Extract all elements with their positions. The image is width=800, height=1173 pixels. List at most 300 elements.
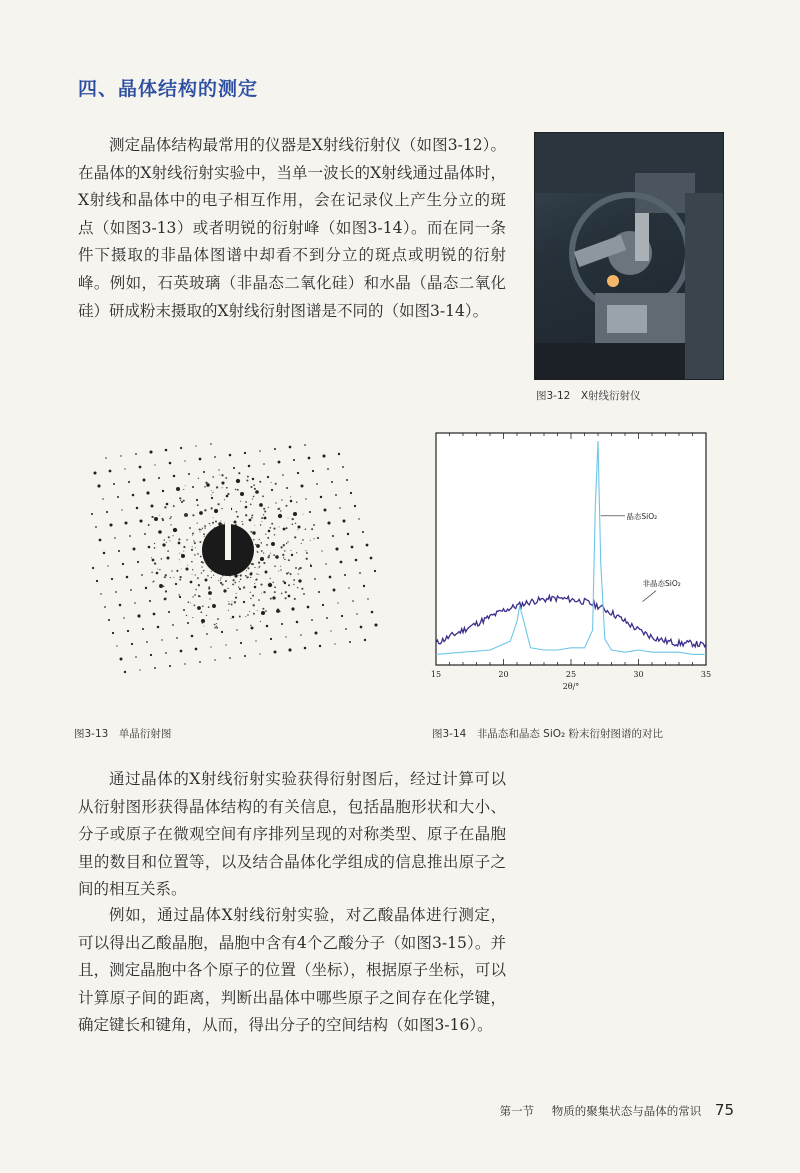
diffraction-spot [249, 611, 250, 612]
diffraction-spot [296, 501, 298, 503]
diffraction-spot [355, 559, 358, 562]
diffraction-spot [257, 568, 258, 569]
diffraction-spot [169, 540, 170, 541]
diffraction-spot [314, 578, 316, 580]
diffraction-spot [157, 626, 160, 629]
diffraction-spot [188, 473, 190, 475]
diffraction-spot [95, 526, 97, 528]
diffraction-spot [159, 515, 160, 516]
diffraction-spot [263, 463, 265, 465]
diffraction-spot [115, 591, 117, 593]
diffraction-spot [158, 530, 162, 534]
diffraction-spot [264, 510, 266, 512]
xray-diffractometer-photo [534, 132, 724, 380]
diffraction-spot [206, 633, 208, 635]
diffraction-spot [243, 601, 245, 603]
diffraction-spot [210, 646, 211, 647]
diffraction-spot [109, 523, 112, 526]
diffraction-spot [209, 598, 210, 599]
diffraction-spot [286, 543, 287, 544]
diffraction-spot [191, 561, 193, 563]
diffraction-spot [169, 462, 172, 465]
diffraction-spot [280, 569, 281, 570]
diffraction-spot [371, 611, 374, 614]
diffraction-spot [135, 656, 137, 658]
footer-section: 第一节 [499, 1104, 535, 1118]
diffraction-spot [230, 618, 231, 619]
diffraction-spot [194, 554, 196, 556]
diffraction-spot [280, 611, 281, 612]
diffraction-spot [208, 591, 212, 595]
paragraph-3: 例如，通过晶体X射线衍射实验，对乙酸晶体进行测定，可以得出乙酸晶胞，晶胞中含有4个乙酸分子（如图3-15）。并且，测定晶胞中各个原子的位置（坐标），根据原子坐标，可以计算原子间的距离，判断出晶体中哪些原子之间存在化学键，确定键长和键角，从而，得出分子的空间结构（如图3-16）。 [78, 906, 506, 1035]
diffraction-spot [187, 622, 189, 624]
page-number: 75 [714, 1101, 734, 1119]
diffraction-spot [161, 639, 162, 640]
diffraction-spot [159, 569, 160, 570]
diffraction-spot [211, 571, 212, 572]
diffraction-spot [317, 537, 319, 539]
diffraction-spot [326, 617, 328, 619]
diffraction-spot [117, 496, 119, 498]
diffraction-spot [208, 606, 210, 608]
diffraction-spot [158, 477, 160, 479]
diffraction-spot [312, 470, 314, 472]
diffraction-spot [131, 643, 133, 645]
diffraction-spot [204, 525, 206, 527]
diffraction-spot [183, 489, 184, 490]
diffraction-spot [108, 619, 110, 621]
diffraction-spot [248, 465, 251, 468]
diffraction-spot [122, 563, 124, 565]
diffraction-spot [265, 571, 268, 574]
diffraction-spot [203, 626, 204, 627]
diffraction-spot [286, 487, 288, 489]
diffraction-spot [263, 562, 265, 564]
diffraction-spot [212, 492, 213, 493]
diffraction-spot [132, 494, 135, 497]
diffraction-spot [148, 546, 151, 549]
diffraction-spot [362, 531, 364, 533]
diffraction-spot [260, 584, 262, 586]
diffraction-spot [120, 455, 121, 456]
diffraction-spot [100, 593, 101, 594]
diffraction-spot [162, 490, 164, 492]
diffraction-spot [247, 567, 249, 569]
diffraction-spot [282, 474, 284, 476]
diffraction-spot [176, 487, 180, 491]
diffraction-spot [179, 559, 180, 560]
diffraction-spot [192, 514, 194, 516]
diffraction-spot [310, 540, 311, 541]
diffraction-spot [236, 593, 237, 594]
diffraction-spot [167, 557, 170, 560]
diffraction-spot [169, 518, 171, 520]
diffraction-spot [349, 641, 351, 643]
diffraction-spot [289, 446, 292, 449]
diffraction-spot [106, 511, 108, 513]
diffraction-spot [173, 577, 174, 578]
diffraction-spot [306, 558, 308, 560]
diffraction-spot [288, 559, 290, 561]
x-tick-label: 20 [498, 670, 509, 679]
diffraction-spot [278, 514, 282, 518]
diffraction-spot [139, 519, 142, 522]
diffraction-spot [236, 629, 237, 630]
diffraction-spot [311, 528, 313, 530]
diffraction-spot [221, 631, 223, 633]
diffraction-spot [154, 543, 155, 544]
diffraction-spot [339, 507, 341, 509]
diffraction-spot [185, 515, 187, 517]
diffraction-spot [234, 582, 236, 584]
diffraction-spot [253, 484, 255, 486]
diffraction-spot [161, 518, 163, 520]
diffraction-spot [359, 572, 361, 574]
diffraction-spot [270, 638, 272, 640]
diffraction-spot [201, 572, 202, 573]
diffraction-spot [257, 552, 258, 553]
diffraction-spot [156, 572, 159, 575]
diffraction-spot [179, 576, 181, 578]
diffraction-spot [331, 481, 333, 483]
diffraction-spot [252, 478, 254, 480]
diffraction-spot [261, 611, 265, 615]
diffraction-spot [164, 539, 165, 540]
diffraction-spot [212, 476, 214, 478]
diffraction-spot [124, 468, 125, 469]
diffraction-spot [292, 523, 294, 525]
diffraction-spot [288, 518, 289, 519]
diffraction-spot [165, 590, 167, 592]
diffraction-spot [284, 559, 286, 561]
diffraction-spot [233, 579, 235, 581]
diffraction-spot [266, 625, 269, 628]
diffraction-spot [296, 552, 297, 553]
diffraction-spot [255, 490, 259, 494]
diffraction-spot [170, 516, 171, 517]
diffraction-spot [200, 556, 202, 558]
diffraction-spot [134, 602, 136, 604]
diffraction-spot [124, 521, 127, 524]
diffraction-spot [165, 574, 167, 576]
diffraction-spot [247, 614, 248, 615]
diffraction-spot [176, 637, 178, 639]
diffraction-spot [269, 527, 271, 529]
figure-3-13-caption: 图3-13 单晶衍射图 [74, 728, 172, 740]
diffraction-spot [338, 453, 340, 455]
diffraction-spot [210, 525, 211, 526]
diffraction-spot [214, 509, 218, 513]
diffraction-spot [192, 533, 194, 535]
diffraction-spot [205, 579, 208, 582]
diffraction-spot [216, 486, 218, 488]
diffraction-spot [342, 519, 345, 522]
diffraction-spot [301, 588, 303, 590]
diffraction-spot [281, 623, 283, 625]
diffraction-spot [181, 501, 183, 503]
diffraction-spot [199, 458, 202, 461]
diffraction-spot [307, 606, 310, 609]
diffraction-spot [238, 472, 240, 474]
diffraction-spot [220, 582, 222, 584]
diffraction-spot [313, 538, 314, 539]
diffraction-spot [139, 466, 142, 469]
diffraction-spot [367, 598, 368, 599]
diffraction-spot [151, 571, 153, 573]
diffraction-spot [204, 527, 206, 529]
diffraction-spot [225, 477, 227, 479]
diffraction-spot [292, 518, 294, 520]
diffraction-spot [283, 580, 285, 582]
diffraction-spot [152, 516, 154, 518]
diffraction-spot [194, 542, 196, 544]
diffraction-spot [170, 577, 171, 578]
diffraction-spot [250, 486, 252, 488]
diffraction-spot [216, 627, 218, 629]
diffraction-spot [197, 523, 198, 524]
diffraction-spot [253, 613, 255, 615]
diffraction-spot [266, 544, 268, 546]
diffraction-spot [183, 546, 185, 548]
diffraction-spot [181, 554, 182, 555]
diffraction-spot [217, 618, 219, 620]
diffraction-spot [93, 471, 96, 474]
diffraction-spot [297, 472, 299, 474]
diffraction-spot [212, 604, 216, 608]
diffraction-spot [226, 495, 229, 498]
diffraction-spot [351, 546, 354, 549]
diffraction-spot [229, 454, 232, 457]
diffraction-spot [239, 588, 241, 590]
diffraction-spot [287, 541, 288, 542]
diffraction-spot [272, 596, 275, 599]
diffraction-spot [275, 483, 277, 485]
diffraction-spot [256, 579, 258, 581]
diffraction-spot [152, 582, 153, 583]
diffraction-spot [259, 450, 261, 452]
diffraction-spot [185, 485, 186, 486]
diffraction-spot [337, 602, 338, 603]
diffraction-spot [303, 514, 304, 515]
diffraction-spot [280, 510, 281, 511]
diffraction-spot [237, 516, 239, 518]
diffraction-spot [196, 499, 198, 501]
diffraction-spot [269, 583, 271, 585]
diffraction-spot [200, 611, 202, 613]
diffraction-spot [297, 587, 298, 588]
diffraction-spot [254, 488, 256, 490]
diffraction-spot [253, 604, 255, 606]
diffraction-spot [228, 601, 229, 602]
diffraction-spot [293, 512, 297, 516]
diffraction-spot [268, 507, 269, 508]
diffraction-spot [225, 644, 226, 645]
diffraction-spot [285, 597, 287, 599]
diffraction-spot [298, 573, 299, 574]
diffraction-spot [149, 600, 151, 602]
diffraction-spot [120, 658, 123, 661]
diffraction-spot [320, 496, 322, 498]
diffraction-spot [228, 610, 229, 611]
x-tick-label: 15 [430, 670, 442, 679]
diffraction-spot [285, 591, 287, 593]
diffraction-spot [332, 535, 334, 537]
diffraction-spot [150, 654, 152, 656]
diffraction-spot [184, 460, 185, 461]
diffraction-spot [327, 521, 330, 524]
diffraction-spot [293, 584, 294, 585]
diffraction-spot [119, 604, 122, 607]
diffraction-spot [314, 631, 317, 634]
diffraction-spot [232, 583, 234, 585]
diffraction-spot [192, 486, 194, 488]
diffraction-spot [127, 630, 129, 632]
x-tick-label: 30 [633, 670, 644, 679]
diffraction-spot [283, 528, 286, 531]
diffraction-spot [214, 624, 216, 626]
diffraction-spot [246, 479, 248, 481]
diffraction-spot [290, 496, 291, 497]
diffraction-spot [274, 448, 276, 450]
diffraction-spot [244, 452, 246, 454]
diffraction-spot [258, 599, 260, 601]
diffraction-spot [233, 467, 235, 469]
diffraction-spot [267, 537, 269, 539]
diffraction-spot [258, 561, 260, 563]
diffraction-spot [253, 496, 255, 498]
diffraction-spot [207, 575, 209, 577]
diffraction-spot [185, 567, 188, 570]
diffraction-spot [198, 595, 200, 597]
x-axis-label: 2θ/° [562, 682, 580, 691]
diffraction-spot [128, 481, 130, 483]
diffraction-spot [91, 513, 93, 515]
diffraction-spot [263, 508, 265, 510]
diffraction-spot [244, 655, 246, 657]
diffraction-spot [347, 533, 349, 535]
diffraction-spot [348, 587, 349, 588]
diffraction-spot [183, 609, 185, 611]
diffraction-spot [265, 533, 266, 534]
diffraction-spot [192, 574, 193, 575]
diffraction-spot [271, 542, 275, 546]
diffraction-spot [198, 584, 200, 586]
diffraction-spot [231, 604, 233, 606]
diffraction-spot [283, 557, 284, 558]
diffraction-spot [149, 450, 152, 453]
diffraction-spot [245, 514, 247, 516]
diffraction-spot [154, 517, 158, 521]
paragraph-1: 测定晶体结构最常用的仪器是X射线衍射仪（如图3-12）。在晶体的X射线衍射实验中，当单一波长的X射线通过晶体时，X射线和晶体中的电子相互作用，会在记录仪上产生分立的斑点（如图3-13）或者明锐的衍射峰（如图3-14）。而在同一条件下摄取的非晶体图谱中却看不到分立的斑点或明锐的衍射峰。例如，石英玻璃（非晶态二氧化硅）和水晶（晶态二氧化硅）研成粉末摄取的X射线衍射图谱是不同的（如图3-14）。 [78, 136, 506, 320]
plot-frame [436, 433, 706, 665]
diffraction-spot [242, 524, 243, 525]
diffraction-spot [244, 507, 245, 508]
diffraction-spot [199, 511, 203, 515]
diffraction-spot [104, 606, 106, 608]
diffraction-spot [283, 544, 285, 546]
diffraction-spot [254, 525, 255, 526]
diffraction-spot [260, 524, 262, 526]
diffraction-spot [227, 493, 229, 495]
diffraction-spot [170, 524, 171, 525]
diffraction-spot [250, 531, 252, 533]
diffraction-spot [151, 557, 152, 558]
diffraction-spot [250, 625, 251, 626]
diffraction-spot [251, 627, 254, 630]
diffraction-spot [97, 484, 100, 487]
diffraction-spot [203, 570, 205, 572]
diffraction-spot [103, 552, 106, 555]
diffraction-spot [306, 552, 308, 554]
diffraction-spot [279, 527, 280, 528]
diffraction-spot [256, 573, 257, 574]
diffraction-spot [181, 569, 182, 570]
diffraction-spot [192, 596, 193, 597]
diffraction-spot [298, 568, 300, 570]
diffraction-spot [199, 661, 201, 663]
diffraction-spot [251, 514, 253, 516]
page-footer [500, 1101, 734, 1119]
diffraction-spot [245, 616, 246, 617]
diffraction-spot [255, 544, 256, 545]
diffraction-spot [154, 464, 155, 465]
diffraction-spot [187, 539, 188, 540]
diffraction-spot [209, 523, 210, 524]
diffraction-spot [220, 577, 221, 578]
diffraction-spot [202, 622, 204, 624]
diffraction-spot [305, 529, 306, 530]
diffraction-spot [143, 479, 146, 482]
diffraction-spot [274, 565, 276, 567]
diffraction-spot [300, 634, 302, 636]
diffraction-spot [340, 561, 343, 564]
diffraction-spot [330, 630, 331, 631]
diffraction-spot [238, 575, 239, 576]
diffraction-spot [159, 584, 163, 588]
diffraction-spot [322, 454, 325, 457]
diffraction-spot [344, 574, 346, 576]
diffraction-spot [169, 665, 171, 667]
diffraction-spot [179, 579, 181, 581]
diffraction-spot [321, 550, 322, 551]
diffraction-spot [178, 542, 181, 545]
diffraction-spot [141, 574, 143, 576]
diffraction-spot [188, 601, 190, 603]
diffraction-spot [198, 478, 199, 479]
diffraction-spot [350, 492, 352, 494]
diffraction-spot [236, 511, 238, 513]
diffraction-spot [163, 585, 165, 587]
diffraction-spot [297, 525, 300, 528]
diffraction-spot [150, 504, 153, 507]
diffraction-spot [254, 586, 257, 589]
diffraction-spot [190, 603, 191, 604]
diffraction-spot [260, 621, 261, 622]
diffraction-spot [232, 601, 233, 602]
diffraction-spot [195, 589, 197, 591]
diffraction-spot [232, 616, 235, 619]
diffraction-spot [187, 565, 188, 566]
diffraction-spot [272, 582, 273, 583]
diffraction-spot [164, 506, 166, 508]
diffraction-spot [191, 549, 193, 551]
diffraction-spot [193, 540, 194, 541]
diffraction-spot [199, 541, 201, 543]
diffraction-spot [183, 550, 184, 551]
diffraction-spot [259, 539, 260, 540]
diffraction-spot [172, 535, 173, 536]
diffraction-spot [374, 623, 377, 626]
